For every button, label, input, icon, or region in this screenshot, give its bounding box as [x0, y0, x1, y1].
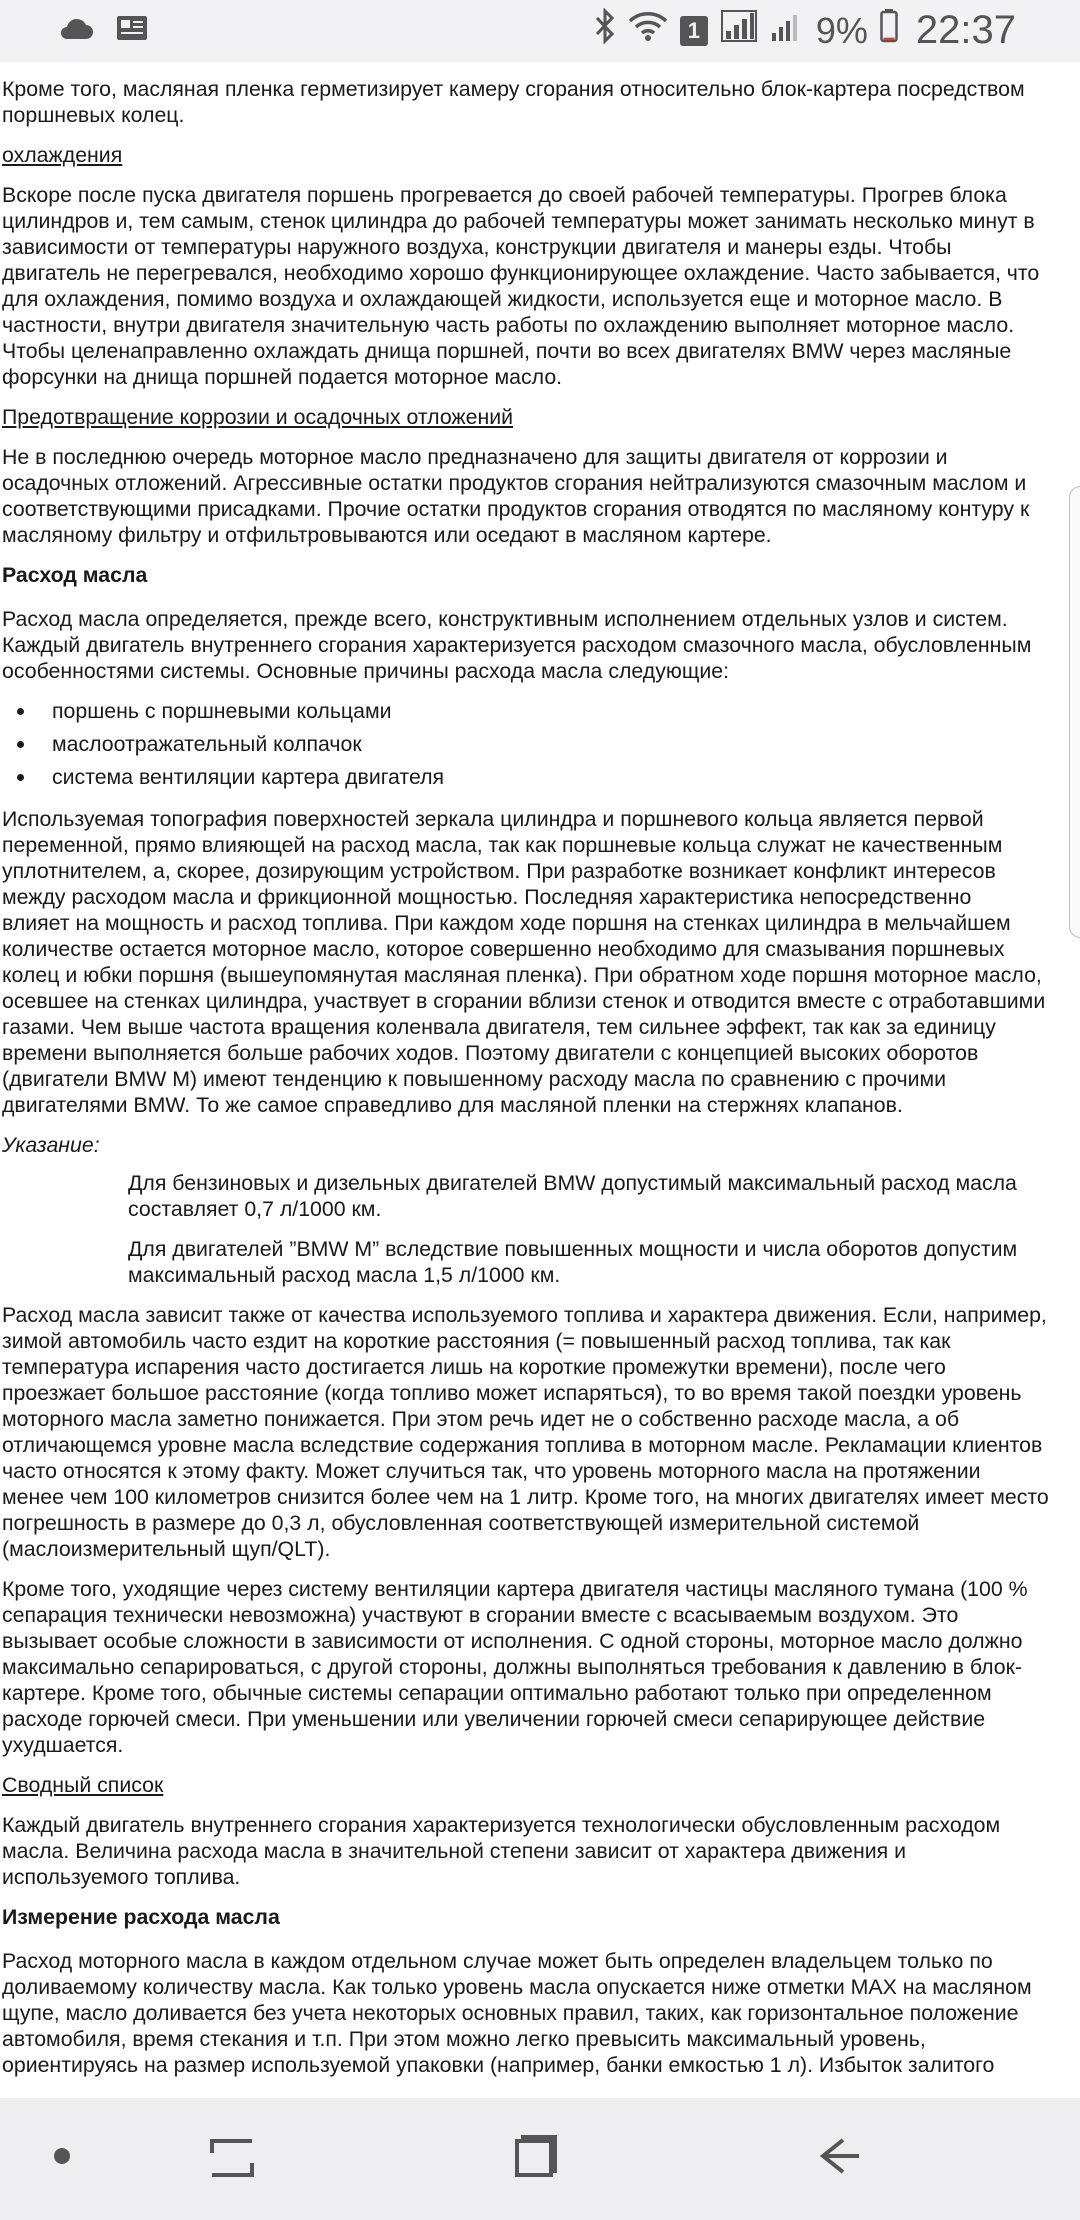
note-petrol-diesel	[128, 1170, 1080, 1222]
text-line: количестве остается моторное масло, которое совершенно необходимо для смазывания поршневых	[2, 937, 1005, 961]
heading-summary: Сводный список	[2, 1773, 164, 1797]
text-line: Используемая топография поверхностей зеркала цилиндра и поршневого кольца является первой	[2, 807, 984, 831]
scroll-handle[interactable]	[1069, 486, 1080, 938]
bluetooth-icon	[594, 8, 616, 53]
dot-icon	[52, 2146, 72, 2171]
text-line: времени выполняется больше рабочих ходов. Поэтому двигатели с концепцией высоких оборотов	[2, 1041, 979, 1065]
text-line: Каждый двигатель внутреннего сгорания характеризуется технологически обусловленным расходом	[2, 1813, 1001, 1837]
text-line: максимально сепарироваться, с другой стороны, должны выполняться требования к давлению в блок-	[2, 1655, 1023, 1679]
text-line: моторного масла заметно понижается. При этом речь идет не о собственно расходе масла, а об	[2, 1407, 960, 1431]
paragraph-oil-consumption	[2, 606, 1080, 684]
text-line: Кроме того, уходящие через систему вентиляции картера двигателя частицы масляного тумана (100 %	[2, 1577, 1028, 1601]
text-line: максимальный расход масла 1,5 л/1000 км.	[128, 1263, 561, 1287]
heading-note: Указание:	[2, 1133, 100, 1157]
recent-apps-icon	[208, 2133, 256, 2184]
text-line: (маслоизмерительный щуп/QLT).	[2, 1537, 331, 1561]
paragraph-measurement	[2, 1948, 1080, 2078]
text-line: вызывает особые сложности в зависимости от исполнения. С одной стороны, моторное масло должно	[2, 1629, 1023, 1653]
text-line: двигателями BMW. То же самое справедливо для масляной пленки на стержнях клапанов.	[2, 1093, 903, 1117]
text-line: Вскоре после пуска двигателя поршень прогревается до своей рабочей температуры. Прогрев блока	[2, 183, 1007, 207]
text-line: частности, внутри двигателя значительную часть работы по охлаждению выполняет моторное масло.	[2, 313, 1015, 337]
cloud-icon	[58, 15, 94, 46]
text-line: расходе горючей смеси. При уменьшении или увеличении горючей смеси сепарирующее действие	[2, 1707, 986, 1731]
text-line: уплотнителем, а, скорее, дозирующим устройством. При разработке возникает конфликт интересов	[2, 859, 996, 883]
text-line: автомобиля, время стекания и т.п. При этом можно легко превысить максимальный уровень,	[2, 2027, 926, 2051]
text-line: зависимости от температуры наружного воздуха, конструкции двигателя и манеры езды. Чтобы	[2, 235, 952, 259]
clock: 22:37	[915, 8, 1016, 52]
sim-1-label: 1	[687, 17, 700, 43]
news-card-icon	[116, 14, 148, 47]
battery-level-fill	[883, 38, 894, 40]
text-line: особенностями системы. Основные причины расхода масла следующие:	[2, 659, 729, 683]
text-line: переменной, прямо влияющей на расход масла, так как поршневые кольца служат не качественным	[2, 833, 1003, 857]
text-line: цилиндров и, тем самым, стенок цилиндра до рабочей температуры может занимать несколько минут в	[2, 209, 1035, 233]
text-line: (двигатели BMW M) имеют тенденцию к повышенному расходу масла по сравнению с прочими	[2, 1067, 947, 1091]
text-line: ухудшается.	[2, 1733, 124, 1757]
battery-percent: 9%	[815, 9, 868, 51]
list-item: система вентиляции картера двигателя	[2, 764, 1080, 790]
text-line: ориентируясь на размер используемой упаковки (например, банки емкостью 1 л). Избыток залитого	[2, 2053, 995, 2077]
battery-low-icon	[880, 9, 898, 52]
text-line: погрешность в размере до 0,3 л, обусловленная соответствующей измерительной системой	[2, 1511, 920, 1535]
text-line: осадочных отложений. Агрессивные остатки продуктов сгорания нейтрализуются смазочным маслом и	[2, 471, 1027, 495]
sim-1-icon	[680, 16, 708, 46]
heading-oil-consumption: Расход масла	[2, 563, 148, 587]
heading-measurement: Измерение расхода масла	[2, 1905, 280, 1929]
heading-corrosion: Предотвращение коррозии и осадочных отложений	[2, 405, 514, 429]
paragraph-fuel	[2, 1302, 1080, 1562]
text-line: картере. Кроме того, обычные системы сепарации оптимально работают только при определенном	[2, 1681, 992, 1705]
text-line: Расход масла определяется, прежде всего, конструктивным исполнением отдельных узлов и систем.	[2, 607, 1008, 631]
heading-cooling: охлаждения	[2, 143, 123, 167]
text-line: Расход масла зависит также от качества используемого топлива и характера движения. Если, например,	[2, 1303, 1047, 1327]
paragraph-summary	[2, 1812, 1080, 1890]
text-line: двигатель не перегревался, необходимо хорошо функционирующее охлаждение. Часто забывается, что	[2, 261, 1040, 285]
text-line: отличающемся уровне масла вследствие содержания топлива в моторном масле. Рекламации клиентов	[2, 1433, 1043, 1457]
paragraph-intro	[2, 76, 1080, 128]
dot-button[interactable]	[22, 2128, 102, 2188]
text-line: масляному фильтру и отфильтровываются или оседают в масляном картере.	[2, 523, 772, 547]
text-line: менее чем 100 километров снизится более чем на 1 литр. Кроме того, на многих двигателях имеет место	[2, 1485, 1049, 1509]
recent-apps-button[interactable]	[192, 2128, 272, 2188]
text-line: поршневых колец.	[2, 103, 185, 127]
text-line: осевшее на стенках цилиндра, участвует в сгорании вблизи стенок и отводится вместе с отработавшими	[2, 989, 1046, 1013]
status-bar	[0, 0, 1080, 62]
back-icon	[813, 2134, 863, 2183]
document-body	[0, 62, 1080, 2078]
text-line: Чтобы целенаправленно охлаждать днища поршней, почти во всех двигателях BMW через масляные	[2, 339, 1012, 363]
paragraph-cooling	[2, 182, 1080, 390]
list-item: поршень с поршневыми кольцами	[2, 698, 1080, 724]
text-line: доливаемому количеству масла. Как только уровень масла опускается ниже отметки MAX на масляном	[2, 1975, 1032, 1999]
text-line: сепарация технически невозможна) участвуют в сгорании вместе с всасываемым воздухом. Это	[2, 1603, 959, 1627]
causes-list	[2, 698, 1080, 790]
text-line: часто относятся к этому факту. Может случиться так, что уровень моторного масла на протяжении	[2, 1459, 981, 1483]
text-line: температура испарения часто достигается лишь на короткие промежутки времени), после чего	[2, 1355, 946, 1379]
text-line: соответствующими присадками. Прочие остатки продуктов сгорания отводятся по масляному контуру к	[2, 497, 1030, 521]
text-line: газами. Чем выше частота вращения коленвала двигателя, тем сильнее эффект, так как за единицу	[2, 1015, 996, 1039]
text-line: масла. Величина расхода масла в значительной степени зависит от характера движения и	[2, 1839, 907, 1863]
text-line: используемого топлива.	[2, 1865, 241, 1889]
text-line: между расходом масла и фрикционной мощностью. Последняя характеристика непосредственно	[2, 885, 972, 909]
text-line: Расход моторного масла в каждом отдельном случае может быть определен владельцем только по	[2, 1949, 993, 1973]
list-item: маслоотражательный колпачок	[2, 731, 1080, 757]
paragraph-corrosion	[2, 444, 1080, 548]
text-line: Не в последнюю очередь моторное масло предназначено для защиты двигателя от коррозии и	[2, 445, 948, 469]
text-line: Для двигателей ”BMW M” вследствие повышенных мощности и числа оборотов допустим	[128, 1237, 1018, 1261]
text-line: влияет на мощность и расход топлива. При каждом ходе поршня на стенках цилиндра в мельчайшем	[2, 911, 1011, 935]
text-line: Кроме того, масляная пленка герметизирует камеру сгорания относительно блок-картера посредством	[2, 77, 1025, 101]
signal-icon	[720, 9, 758, 52]
navigation-bar	[0, 2098, 1080, 2220]
text-line: Каждый двигатель внутреннего сгорания характеризуется расходом смазочного масла, обусловленным	[2, 633, 1032, 657]
home-button[interactable]	[496, 2128, 576, 2188]
signal-2-icon	[770, 9, 804, 52]
text-line: составляет 0,7 л/1000 км.	[128, 1197, 382, 1221]
paragraph-topography	[2, 806, 1080, 1118]
text-line: для охлаждения, помимо воздуха и охлаждающей жидкости, используется еще и моторное масло. В	[2, 287, 1003, 311]
back-button[interactable]	[798, 2128, 878, 2188]
document-viewer[interactable]	[0, 62, 1080, 2098]
paragraph-ventilation	[2, 1576, 1080, 1758]
text-line: форсунки на днища поршней подается моторное масло.	[2, 365, 563, 389]
note-bmw-m	[128, 1236, 1080, 1288]
text-line: зимой автомобиль часто ездит на короткие расстояния (= повышенный расход топлива, так как	[2, 1329, 951, 1353]
text-line: щупе, масло доливается без учета некоторых основных правил, таких, как горизонтальное положение	[2, 2001, 1019, 2025]
wifi-icon	[628, 9, 668, 52]
home-icon	[513, 2133, 559, 2184]
text-line: Для бензиновых и дизельных двигателей BMW допустимый максимальный расход масла	[128, 1171, 1017, 1195]
text-line: колец и юбки поршня (вышеупомянутая масляная пленка). При обратном ходе поршня моторное масло,	[2, 963, 1042, 987]
text-line: проезжает большое расстояние (когда топливо может испаряться), то во время такой поездки уровень	[2, 1381, 1022, 1405]
